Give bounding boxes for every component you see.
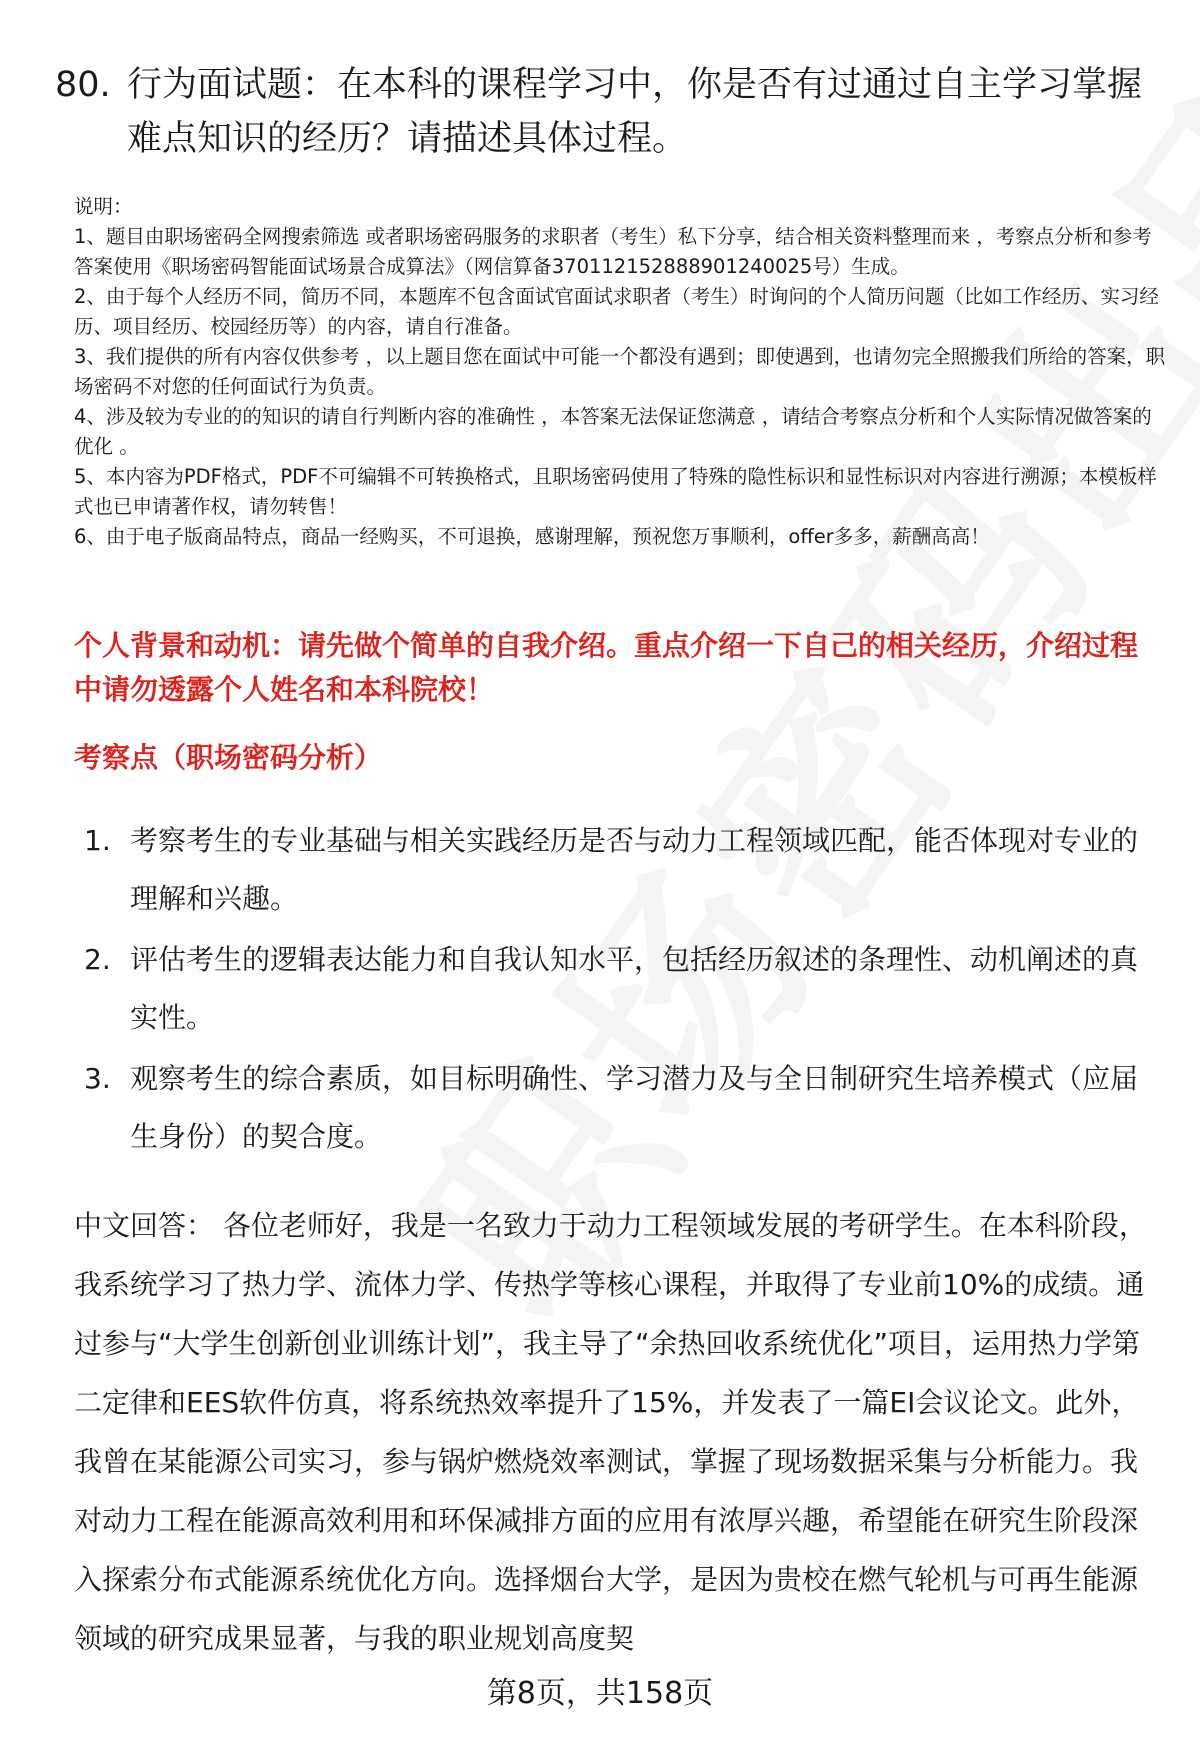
note-item: 1、题目由职场密码全网搜索筛选 或者职场密码服务的求职者（考生）私下分享，结合相关资料整理而来 ，考察点分析和参考答案使用《职场密码智能面试场景合成算法》（网信算备370112152888901240025号）生成。	[74, 225, 1152, 278]
notes-block	[74, 192, 1169, 552]
note-item: 2、由于每个人经历不同，简历不同，本题库不包含面试官面试求职者（考生）时询问的个人简历问题（比如工作经历、实习经历、项目经历、校园经历等）的内容，请自行准备。	[74, 285, 1159, 338]
answer-text: 各位老师好，我是一名致力于动力工程领域发展的考研学生。在本科阶段，我系统学习了热力学、流体力学、传热学等核心课程，并取得了专业前10%的成绩。通过参与“大学生创新创业训练计划”，我主导了“余热回收系统优化”项目，运用热力学第二定律和EES软件仿真，将系统热效率提升了15%，并发表了一篇EI会议论文。此外，我曾在某能源公司实习，参与锅炉燃烧效率测试，掌握了现场数据采集与分析能力。我对动力工程在能源高效利用和环保减排方面的应用有浓厚兴趣，希望能在研究生阶段深入探索分布式能源系统优化方向。选择烟台大学，是因为贵校在燃气轮机与可再生能源领域的研究成果显著，与我的职业规划高度契	[74, 1209, 1147, 1655]
point-text: 考察考生的专业基础与相关实践经历是否与动力工程领域匹配，能否体现对专业的理解和兴趣。	[130, 824, 1139, 915]
question-number: 80.	[55, 65, 111, 105]
point-number: 1.	[84, 824, 111, 857]
note-item: 6、由于电子版商品特点，商品一经购买，不可退换，感谢理解，预祝您万事顺利，offer多多，薪酬高高！	[74, 525, 990, 548]
point-number: 3.	[84, 1062, 111, 1095]
page-footer: 第8页，共158页	[486, 1676, 714, 1711]
question-text: 行为面试题：在本科的课程学习中，你是否有过通过自主学习掌握难点知识的经历？请描述具体过程。	[127, 65, 1143, 159]
analysis-points	[84, 812, 1164, 1169]
point-text: 观察考生的综合素质，如目标明确性、学习潜力及与全日制研究生培养模式（应届生身份）的契合度。	[130, 1062, 1139, 1153]
background-prompt: 个人背景和动机：请先做个简单的自我介绍。重点介绍一下自己的相关经历，介绍过程中请勿透露个人姓名和本科院校！	[74, 629, 1139, 706]
notes-title: 说明：	[74, 195, 133, 218]
note-item: 5、本内容为PDF格式，PDF不可编辑不可转换格式，且职场密码使用了特殊的隐性标识和显性标识对内容进行溯源；本模板样式也已申请著作权，请勿转售！	[74, 465, 1157, 518]
question-title	[55, 58, 1155, 166]
analysis-point	[84, 931, 1164, 1047]
analysis-heading: 考察点（职场密码分析）	[74, 741, 383, 774]
note-item: 4、涉及较为专业的的知识的请自行判断内容的准确性 ，本答案无法保证您满意 ，请结合考察点分析和个人实际情况做答案的优化 。	[74, 405, 1152, 458]
answer-block	[74, 1196, 1159, 1668]
answer-label: 中文回答：	[74, 1209, 215, 1242]
note-item: 3、我们提供的所有内容仅供参考 ，以上题目您在面试中可能一个都没有遇到；即使遇到，也请勿完全照搬我们所给的答案，职场密码不对您的任何面试行为负责。	[74, 345, 1166, 398]
analysis-point	[84, 812, 1164, 928]
point-text: 评估考生的逻辑表达能力和自我认知水平，包括经历叙述的条理性、动机阐述的真实性。	[130, 943, 1139, 1034]
point-number: 2.	[84, 943, 111, 976]
analysis-point	[84, 1050, 1164, 1166]
